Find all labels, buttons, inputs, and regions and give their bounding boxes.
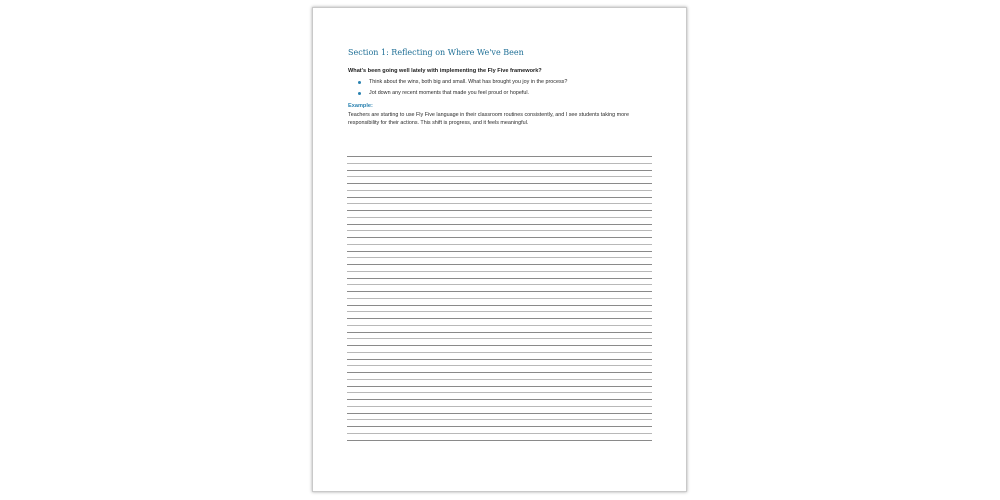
writing-line bbox=[347, 244, 652, 245]
writing-line bbox=[347, 359, 652, 360]
example-text: Teachers are starting to use Fly Five language in their classroom routines consistently, and I see students taking more responsibility for their actions. This shift is progress, and it feels meaningful. bbox=[348, 112, 629, 126]
writing-line bbox=[347, 278, 652, 279]
prompt-list bbox=[348, 77, 653, 99]
writing-line bbox=[347, 440, 652, 441]
writing-line bbox=[347, 190, 652, 191]
writing-line bbox=[347, 284, 652, 285]
reflection-question: What's been going well lately with implementing the Fly Five framework? bbox=[348, 68, 542, 74]
writing-line bbox=[347, 419, 652, 420]
writing-line bbox=[347, 372, 652, 373]
writing-line bbox=[347, 230, 652, 231]
writing-line bbox=[347, 345, 652, 346]
page-content bbox=[348, 48, 653, 127]
writing-line bbox=[347, 197, 652, 198]
writing-line bbox=[347, 386, 652, 387]
writing-line bbox=[347, 379, 652, 380]
writing-line bbox=[347, 352, 652, 353]
writing-line bbox=[347, 291, 652, 292]
writing-line bbox=[347, 305, 652, 306]
writing-line bbox=[347, 264, 652, 265]
writing-line bbox=[347, 426, 652, 427]
example-label: Example: bbox=[348, 103, 373, 109]
writing-line bbox=[347, 251, 652, 252]
writing-line bbox=[347, 399, 652, 400]
writing-line bbox=[347, 311, 652, 312]
writing-line bbox=[347, 237, 652, 238]
writing-line bbox=[347, 433, 652, 434]
writing-line bbox=[347, 271, 652, 272]
writing-line bbox=[347, 338, 652, 339]
writing-line bbox=[347, 298, 652, 299]
prompt-text: Think about the wins, both big and small. What has brought you joy in the process? bbox=[369, 79, 568, 85]
writing-line bbox=[347, 170, 652, 171]
writing-line bbox=[347, 210, 652, 211]
writing-line bbox=[347, 163, 652, 164]
writing-line bbox=[347, 156, 652, 157]
writing-line bbox=[347, 257, 652, 258]
document-page bbox=[312, 7, 687, 492]
writing-line bbox=[347, 176, 652, 177]
bullet-dot-icon bbox=[358, 92, 361, 95]
writing-line bbox=[347, 183, 652, 184]
writing-line bbox=[347, 203, 652, 204]
writing-line bbox=[347, 318, 652, 319]
writing-line bbox=[347, 332, 652, 333]
bullet-dot-icon bbox=[358, 81, 361, 84]
prompt-item bbox=[355, 77, 653, 88]
writing-line bbox=[347, 406, 652, 407]
section-title: Section 1: Reflecting on Where We've Been bbox=[348, 48, 524, 57]
prompt-item bbox=[355, 88, 653, 99]
writing-line bbox=[347, 392, 652, 393]
writing-line bbox=[347, 217, 652, 218]
prompt-text: Jot down any recent moments that made you feel proud or hopeful. bbox=[369, 90, 530, 96]
writing-line bbox=[347, 224, 652, 225]
writing-line bbox=[347, 365, 652, 366]
writing-line bbox=[347, 325, 652, 326]
writing-line bbox=[347, 413, 652, 414]
